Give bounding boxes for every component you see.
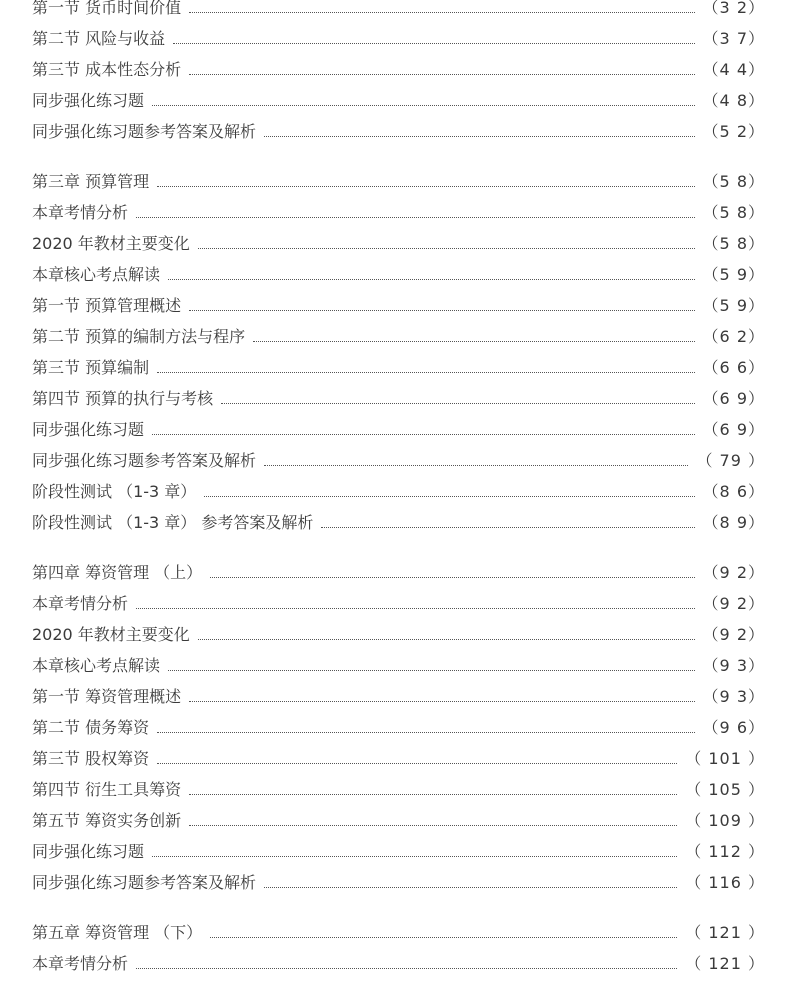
toc-entry-page: （ 116 ） [685,873,765,892]
toc-entry-page: （5 9） [702,296,765,315]
toc-entry-page: （ 79 ） [696,451,765,470]
dot-leader [136,217,695,218]
toc-entry-title: 第一节 筹资管理概述 [32,687,182,706]
toc-entry-page: （6 9） [702,389,765,408]
toc-entry[interactable] [32,650,765,681]
toc-entry-page: （ 121 ） [685,954,765,973]
toc-entry-page: （6 6） [702,358,765,377]
dot-leader [152,434,695,435]
toc-entry-title: 本章考情分析 [32,203,129,222]
toc-entry[interactable] [32,0,765,23]
toc-entry-title: 本章核心考点解读 [32,265,161,284]
toc-entry-page: （5 9） [702,265,765,284]
toc-group [32,166,765,538]
toc-entry-page: （5 2） [702,122,765,141]
toc-entry-page: （9 2） [702,594,765,613]
toc-entry[interactable] [32,85,765,116]
toc-entry[interactable] [32,712,765,743]
toc-entry-page: （6 2） [702,327,765,346]
dot-leader [136,608,695,609]
toc-entry[interactable] [32,867,765,898]
toc-entry-page: （9 2） [702,563,765,582]
toc-entry-title: 阶段性测试 （1-3 章） [32,482,197,501]
toc-entry[interactable] [32,743,765,774]
toc-entry[interactable] [32,352,765,383]
dot-leader [264,465,688,466]
toc-entry[interactable] [32,557,765,588]
toc-entry-page: （ 105 ） [685,780,765,799]
toc-entry-page: （3 7） [702,29,765,48]
toc-entry-page: （ 112 ） [685,842,765,861]
toc-entry[interactable] [32,917,765,948]
toc-entry-title: 第二节 风险与收益 [32,29,166,48]
toc-entry-title: 2020 年教材主要变化 [32,234,190,253]
toc-group [32,917,765,979]
toc-entry[interactable] [32,805,765,836]
toc-group [32,0,765,147]
dot-leader [198,248,695,249]
toc-entry[interactable] [32,116,765,147]
toc-entry-title: 本章核心考点解读 [32,656,161,675]
dot-leader [189,825,677,826]
toc-entry-title: 第三章 预算管理 [32,172,150,191]
toc-entry-title: 同步强化练习题参考答案及解析 [32,873,257,892]
dot-leader [168,279,695,280]
dot-leader [189,310,694,311]
dot-leader [157,763,677,764]
toc-entry-title: 本章考情分析 [32,954,129,973]
toc-entry-title: 同步强化练习题参考答案及解析 [32,122,257,141]
toc-entry[interactable] [32,383,765,414]
dot-leader [157,372,694,373]
toc-entry[interactable] [32,681,765,712]
toc-entry-page: （9 2） [702,625,765,644]
toc-entry[interactable] [32,476,765,507]
dot-leader [152,105,695,106]
dot-leader [264,136,695,137]
table-of-contents [32,0,765,998]
dot-leader [173,43,694,44]
toc-entry-title: 第三节 股权筹资 [32,749,150,768]
toc-entry-page: （ 121 ） [685,923,765,942]
toc-group [32,557,765,898]
dot-leader [264,887,677,888]
toc-entry[interactable] [32,197,765,228]
toc-entry-title: 2020 年教材主要变化 [32,625,190,644]
toc-entry[interactable] [32,948,765,979]
toc-entry-title: 阶段性测试 （1-3 章） 参考答案及解析 [32,513,314,532]
dot-leader [189,794,677,795]
toc-entry-page: （5 8） [702,203,765,222]
toc-entry[interactable] [32,290,765,321]
toc-entry-page: （4 4） [702,60,765,79]
toc-entry-page: （8 6） [702,482,765,501]
toc-entry[interactable] [32,619,765,650]
dot-leader [221,403,694,404]
toc-entry[interactable] [32,23,765,54]
toc-entry-title: 第一节 预算管理概述 [32,296,182,315]
toc-entry-page: （5 8） [702,172,765,191]
dot-leader [157,186,694,187]
dot-leader [168,670,695,671]
toc-entry-title: 第二节 预算的编制方法与程序 [32,327,246,346]
toc-entry-title: 第三节 预算编制 [32,358,150,377]
toc-entry-page: （5 8） [702,234,765,253]
toc-entry-title: 第二节 债务筹资 [32,718,150,737]
toc-entry[interactable] [32,414,765,445]
dot-leader [253,341,694,342]
dot-leader [136,968,677,969]
toc-entry-title: 本章考情分析 [32,594,129,613]
dot-leader [204,496,694,497]
toc-entry-page: （3 2） [702,0,765,17]
toc-entry[interactable] [32,774,765,805]
toc-entry-title: 同步强化练习题 [32,842,145,861]
toc-entry-title: 第四节 预算的执行与考核 [32,389,214,408]
toc-entry[interactable] [32,259,765,290]
toc-entry-page: （4 8） [702,91,765,110]
toc-entry[interactable] [32,588,765,619]
toc-entry-title: 同步强化练习题参考答案及解析 [32,451,257,470]
toc-entry[interactable] [32,507,765,538]
toc-entry-page: （ 101 ） [685,749,765,768]
toc-entry-page: （8 9） [702,513,765,532]
dot-leader [321,527,694,528]
toc-entry-title: 第五节 筹资实务创新 [32,811,182,830]
toc-entry[interactable] [32,228,765,259]
toc-entry-title: 同步强化练习题 [32,420,145,439]
toc-entry[interactable] [32,166,765,197]
dot-leader [189,12,694,13]
dot-leader [210,937,677,938]
toc-entry-title: 第五章 筹资管理 （下） [32,923,203,942]
dot-leader [152,856,677,857]
toc-entry-title: 同步强化练习题 [32,91,145,110]
toc-entry-title: 第三节 成本性态分析 [32,60,182,79]
toc-entry-title: 第一节 货币时间价值 [32,0,182,17]
dot-leader [210,577,694,578]
dot-leader [157,732,694,733]
toc-entry[interactable] [32,54,765,85]
toc-entry-page: （9 6） [702,718,765,737]
toc-entry-page: （9 3） [702,687,765,706]
dot-leader [189,74,694,75]
toc-entry-page: （ 109 ） [685,811,765,830]
toc-entry-page: （9 3） [702,656,765,675]
toc-entry-title: 第四节 衍生工具筹资 [32,780,182,799]
toc-entry[interactable] [32,445,765,476]
dot-leader [198,639,695,640]
toc-entry[interactable] [32,321,765,352]
toc-entry-page: （6 9） [702,420,765,439]
dot-leader [189,701,694,702]
toc-entry-title: 第四章 筹资管理 （上） [32,563,203,582]
toc-entry[interactable] [32,836,765,867]
